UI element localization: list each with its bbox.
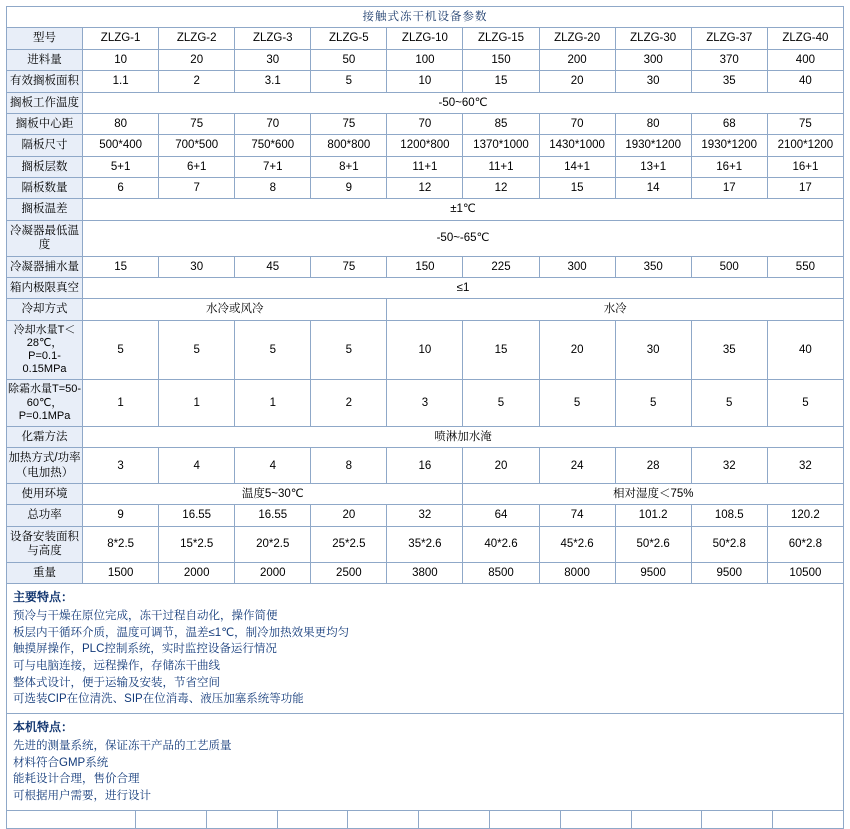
table-cell: 7+1 <box>235 156 311 177</box>
table-cell: 500 <box>691 256 767 277</box>
model-header-cell: ZLZG-15 <box>463 28 539 49</box>
table-cell: 40*2.6 <box>463 526 539 562</box>
table-cell: 100 <box>387 49 463 70</box>
table-cell: 20 <box>159 49 235 70</box>
table-cell-merged: -50~-65℃ <box>83 220 844 256</box>
table-row <box>7 199 844 220</box>
table-cell: 24 <box>539 448 615 484</box>
row-label: 除霜水量T=50-60℃， P=0.1MPa <box>7 380 83 427</box>
table-row <box>7 220 844 256</box>
table-row <box>7 135 844 156</box>
table-cell: 8+1 <box>311 156 387 177</box>
table-cell: 8 <box>235 178 311 199</box>
table-cell: 60*2.8 <box>767 526 843 562</box>
table-cell: 16+1 <box>691 156 767 177</box>
table-cell: 550 <box>767 256 843 277</box>
notes-line: 能耗设计合理，售价合理 <box>13 773 140 786</box>
table-cell: 150 <box>463 49 539 70</box>
bottom-strip-segment <box>348 811 419 828</box>
table-cell: 25*2.5 <box>311 526 387 562</box>
bottom-strip-segment <box>490 811 561 828</box>
table-cell-merged: 水冷或风冷 <box>83 299 387 320</box>
table-cell: 1 <box>159 380 235 427</box>
table-cell: 17 <box>767 178 843 199</box>
notes-block-machine <box>7 714 843 810</box>
table-cell: 12 <box>387 178 463 199</box>
table-row <box>7 426 844 447</box>
table-cell: 300 <box>539 256 615 277</box>
notes-section <box>6 584 844 811</box>
notes-line: 板层内干循环介质，温度可调节，温差≤1℃，制冷加热效果更均匀 <box>13 626 350 639</box>
table-cell: 5 <box>159 320 235 380</box>
specification-table <box>6 6 844 584</box>
table-cell: 1370*1000 <box>463 135 539 156</box>
table-cell: 1430*1000 <box>539 135 615 156</box>
table-header-row <box>7 28 844 49</box>
table-cell: 700*500 <box>159 135 235 156</box>
table-cell-merged: ±1℃ <box>83 199 844 220</box>
row-label: 化霜方法 <box>7 426 83 447</box>
model-header-cell: ZLZG-37 <box>691 28 767 49</box>
table-cell: 2000 <box>159 562 235 583</box>
table-cell: 75 <box>311 256 387 277</box>
table-cell: 6+1 <box>159 156 235 177</box>
table-row <box>7 92 844 113</box>
table-cell: 16 <box>387 448 463 484</box>
table-cell: 45 <box>235 256 311 277</box>
table-row <box>7 505 844 526</box>
table-cell: 3 <box>387 380 463 427</box>
row-label: 总功率 <box>7 505 83 526</box>
table-cell: 7 <box>159 178 235 199</box>
table-cell: 75 <box>767 113 843 134</box>
model-label: 型号 <box>7 28 83 49</box>
table-cell: 5 <box>615 380 691 427</box>
table-cell: 11+1 <box>387 156 463 177</box>
table-cell: 20 <box>539 71 615 92</box>
table-cell: 3.1 <box>235 71 311 92</box>
table-cell: 17 <box>691 178 767 199</box>
model-header-cell: ZLZG-5 <box>311 28 387 49</box>
table-row <box>7 49 844 70</box>
table-cell: 150 <box>387 256 463 277</box>
table-cell: 35 <box>691 320 767 380</box>
table-cell-merged: -50~60℃ <box>83 92 844 113</box>
table-cell: 30 <box>615 320 691 380</box>
table-cell: 8500 <box>463 562 539 583</box>
model-header-cell: ZLZG-10 <box>387 28 463 49</box>
row-label: 隔板尺寸 <box>7 135 83 156</box>
table-row <box>7 156 844 177</box>
table-cell: 50*2.6 <box>615 526 691 562</box>
table-cell: 1500 <box>83 562 159 583</box>
table-cell: 225 <box>463 256 539 277</box>
notes-line: 预冷与干燥在原位完成，冻干过程自动化，操作简便 <box>13 609 278 622</box>
table-row <box>7 277 844 298</box>
row-label: 使用环境 <box>7 484 83 505</box>
table-cell: 70 <box>539 113 615 134</box>
model-header-cell: ZLZG-1 <box>83 28 159 49</box>
row-label: 冷却水量T＜28℃， P=0.1-0.15MPa <box>7 320 83 380</box>
table-cell: 35*2.6 <box>387 526 463 562</box>
model-header-cell: ZLZG-30 <box>615 28 691 49</box>
table-cell: 3 <box>83 448 159 484</box>
table-cell: 1.1 <box>83 71 159 92</box>
table-cell: 750*600 <box>235 135 311 156</box>
table-cell: 75 <box>159 113 235 134</box>
table-cell: 80 <box>83 113 159 134</box>
table-bottom-strip <box>6 811 844 829</box>
table-cell: 11+1 <box>463 156 539 177</box>
table-cell: 200 <box>539 49 615 70</box>
table-cell: 108.5 <box>691 505 767 526</box>
table-cell: 300 <box>615 49 691 70</box>
table-cell: 5 <box>767 380 843 427</box>
bottom-strip-segment <box>419 811 490 828</box>
table-cell: 4 <box>235 448 311 484</box>
table-row <box>7 484 844 505</box>
row-label: 设备安装面积与高度 <box>7 526 83 562</box>
table-cell: 2100*1200 <box>767 135 843 156</box>
table-cell: 5 <box>235 320 311 380</box>
table-row <box>7 526 844 562</box>
table-cell: 5 <box>83 320 159 380</box>
table-cell: 1 <box>83 380 159 427</box>
table-cell: 13+1 <box>615 156 691 177</box>
table-cell: 9500 <box>691 562 767 583</box>
row-label: 冷凝器捕水量 <box>7 256 83 277</box>
table-cell: 85 <box>463 113 539 134</box>
table-body <box>7 7 844 584</box>
table-cell: 10 <box>387 71 463 92</box>
table-row <box>7 299 844 320</box>
table-cell: 6 <box>83 178 159 199</box>
table-row <box>7 320 844 380</box>
table-cell: 10 <box>83 49 159 70</box>
table-cell: 16+1 <box>767 156 843 177</box>
table-cell: 12 <box>463 178 539 199</box>
table-cell: 40 <box>767 320 843 380</box>
row-label: 重量 <box>7 562 83 583</box>
row-label: 加热方式/功率（电加热） <box>7 448 83 484</box>
notes-line: 可选装CIP在位清洗、SIP在位消毒、液压加塞系统等功能 <box>13 693 304 706</box>
table-cell: 1200*800 <box>387 135 463 156</box>
table-cell: 20 <box>311 505 387 526</box>
table-cell: 50*2.8 <box>691 526 767 562</box>
table-cell: 5 <box>311 71 387 92</box>
table-row <box>7 256 844 277</box>
table-cell: 28 <box>615 448 691 484</box>
table-cell: 101.2 <box>615 505 691 526</box>
notes-line: 先进的测量系统，保证冻干产品的工艺质量 <box>13 739 232 752</box>
bottom-strip-segment <box>136 811 207 828</box>
table-cell: 5 <box>311 320 387 380</box>
table-cell: 14 <box>615 178 691 199</box>
bottom-strip-segment <box>632 811 703 828</box>
row-label: 冷却方式 <box>7 299 83 320</box>
table-cell: 800*800 <box>311 135 387 156</box>
notes-line: 可根据用户需要，进行设计 <box>13 789 151 802</box>
table-cell: 2 <box>311 380 387 427</box>
bottom-strip-segment <box>702 811 773 828</box>
table-cell: 4 <box>159 448 235 484</box>
row-label: 冷凝器最低温度 <box>7 220 83 256</box>
table-cell: 15 <box>463 71 539 92</box>
bottom-strip-segment <box>773 811 843 828</box>
table-cell: 35 <box>691 71 767 92</box>
table-cell: 16.55 <box>235 505 311 526</box>
table-cell: 8000 <box>539 562 615 583</box>
notes-line: 触摸屏操作，PLC控制系统，实时监控设备运行情况 <box>13 643 277 656</box>
table-cell: 120.2 <box>767 505 843 526</box>
notes-line: 材料符合GMP系统 <box>13 756 109 769</box>
table-cell: 15*2.5 <box>159 526 235 562</box>
table-cell: 370 <box>691 49 767 70</box>
table-cell: 5 <box>539 380 615 427</box>
model-header-cell: ZLZG-20 <box>539 28 615 49</box>
table-cell: 10 <box>387 320 463 380</box>
table-cell: 32 <box>691 448 767 484</box>
table-cell: 5+1 <box>83 156 159 177</box>
table-cell: 2 <box>159 71 235 92</box>
table-cell: 74 <box>539 505 615 526</box>
table-cell: 1930*1200 <box>691 135 767 156</box>
table-row <box>7 71 844 92</box>
table-cell: 8*2.5 <box>83 526 159 562</box>
table-cell: 500*400 <box>83 135 159 156</box>
table-row <box>7 562 844 583</box>
table-cell: 15 <box>83 256 159 277</box>
table-cell: 75 <box>311 113 387 134</box>
table-cell: 68 <box>691 113 767 134</box>
row-label: 箱内极限真空 <box>7 277 83 298</box>
table-cell: 10500 <box>767 562 843 583</box>
row-label: 有效搁板面积 <box>7 71 83 92</box>
row-label: 搁板中心距 <box>7 113 83 134</box>
table-cell: 70 <box>235 113 311 134</box>
table-cell: 15 <box>463 320 539 380</box>
table-cell: 30 <box>615 71 691 92</box>
notes-block-main <box>7 584 843 713</box>
row-label: 搁板层数 <box>7 156 83 177</box>
notes-line: 整体式设计，便于运输及安装，节省空间 <box>13 676 220 689</box>
table-cell: 20*2.5 <box>235 526 311 562</box>
table-cell-merged: 喷淋加水淹 <box>83 426 844 447</box>
table-cell: 70 <box>387 113 463 134</box>
notes-title: 本机特点： <box>13 719 74 734</box>
model-header-cell: ZLZG-3 <box>235 28 311 49</box>
table-cell: 9 <box>311 178 387 199</box>
table-cell: 64 <box>463 505 539 526</box>
bottom-strip-segment <box>278 811 349 828</box>
table-cell-merged: 温度5~30℃ <box>83 484 463 505</box>
notes-line: 可与电脑连接，远程操作，存储冻干曲线 <box>13 659 220 672</box>
table-row <box>7 448 844 484</box>
bottom-strip-segment <box>561 811 632 828</box>
table-cell: 1 <box>235 380 311 427</box>
row-label: 搁板工作温度 <box>7 92 83 113</box>
table-cell: 32 <box>387 505 463 526</box>
table-cell: 350 <box>615 256 691 277</box>
table-cell: 2000 <box>235 562 311 583</box>
table-cell: 45*2.6 <box>539 526 615 562</box>
table-row <box>7 113 844 134</box>
table-cell-merged: 相对湿度＜75% <box>463 484 844 505</box>
table-cell: 40 <box>767 71 843 92</box>
bottom-strip-segment <box>7 811 136 828</box>
table-cell-merged: 水冷 <box>387 299 844 320</box>
row-label: 搁板温差 <box>7 199 83 220</box>
table-cell: 50 <box>311 49 387 70</box>
table-cell: 30 <box>235 49 311 70</box>
notes-title: 主要特点： <box>13 589 74 604</box>
table-cell: 30 <box>159 256 235 277</box>
table-cell: 9500 <box>615 562 691 583</box>
table-cell: 16.55 <box>159 505 235 526</box>
table-cell: 20 <box>463 448 539 484</box>
table-cell: 5 <box>463 380 539 427</box>
table-cell: 2500 <box>311 562 387 583</box>
page-title: 接触式冻干机设备参数 <box>7 7 844 28</box>
table-cell: 9 <box>83 505 159 526</box>
table-cell-merged: ≤1 <box>83 277 844 298</box>
model-header-cell: ZLZG-2 <box>159 28 235 49</box>
model-header-cell: ZLZG-40 <box>767 28 843 49</box>
table-cell: 3800 <box>387 562 463 583</box>
table-cell: 14+1 <box>539 156 615 177</box>
table-cell: 20 <box>539 320 615 380</box>
table-row <box>7 178 844 199</box>
table-cell: 8 <box>311 448 387 484</box>
row-label: 隔板数量 <box>7 178 83 199</box>
table-cell: 15 <box>539 178 615 199</box>
table-cell: 32 <box>767 448 843 484</box>
table-cell: 400 <box>767 49 843 70</box>
row-label: 进料量 <box>7 49 83 70</box>
table-cell: 1930*1200 <box>615 135 691 156</box>
table-cell: 80 <box>615 113 691 134</box>
table-title-row <box>7 7 844 28</box>
table-cell: 5 <box>691 380 767 427</box>
bottom-strip-segment <box>207 811 278 828</box>
table-row <box>7 380 844 427</box>
